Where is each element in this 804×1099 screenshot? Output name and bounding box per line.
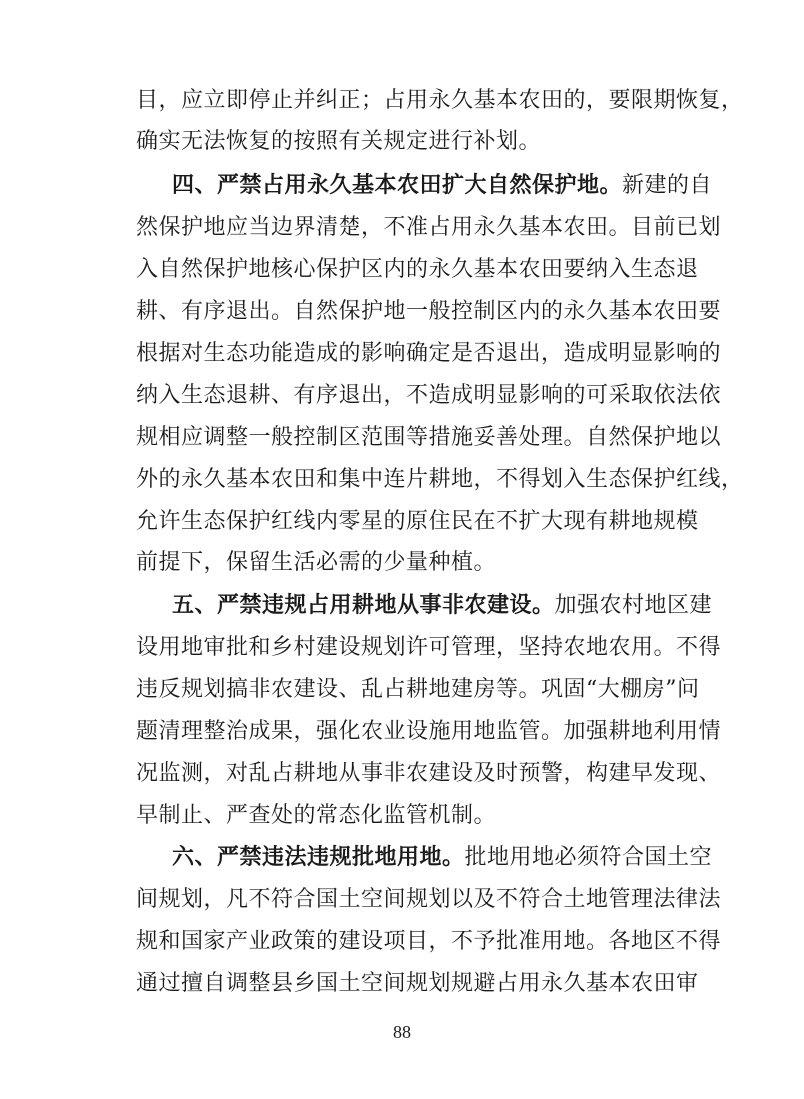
text-line: 规相应调整一般控制区范围等措施妥善处理。自然保护地以 — [136, 425, 722, 450]
text-line: 间规划，凡不符合国土空间规划以及不符合土地管理法律法 — [136, 887, 722, 912]
text-line: 入自然保护地核心保护区内的永久基本农田要纳入生态退 — [136, 257, 699, 282]
section-six-first-line — [172, 838, 713, 878]
section-four-heading: 四、严禁占用永久基本农田扩大自然保护地。 — [172, 173, 623, 198]
text-line: 目，应立即停止并纠正；占用永久基本农田的，要限期恢复， — [136, 88, 744, 113]
section-six-heading: 六、严禁违法违规批地用地。 — [172, 845, 465, 870]
text-line: 纳入生态退耕、有序退出，不造成明显影响的可采取依法依 — [136, 383, 722, 408]
text-line: 早制止、严查处的常态化监管机制。 — [136, 803, 497, 828]
text-line: 题清理整治成果，强化农业设施用地监管。加强耕地利用情 — [136, 719, 722, 744]
text-line: 根据对生态功能造成的影响确定是否退出，造成明显影响的 — [136, 341, 722, 366]
text-line: 外的永久基本农田和集中连片耕地，不得划入生态保护红线， — [136, 467, 744, 492]
text-line: 确实无法恢复的按照有关规定进行补划。 — [136, 129, 542, 154]
text-line: 前提下，保留生活必需的少量种植。 — [136, 550, 497, 575]
text-line: 耕、有序退出。自然保护地一般控制区内的永久基本农田要 — [136, 299, 722, 324]
text-line: 违反规划搞非农建设、乱占耕地建房等。巩固“大棚房”问 — [136, 677, 700, 702]
page-number: 88 — [393, 1022, 411, 1042]
text-line: 通过擅自调整县乡国土空间规划规避占用永久基本农田审 — [136, 971, 699, 996]
text-line: 允许生态保护红线内零星的原住民在不扩大现有耕地规模 — [136, 509, 699, 534]
section-five-heading: 五、严禁违规占用耕地从事非农建设。 — [172, 593, 555, 618]
section-five-first-line — [172, 586, 713, 626]
text-span: 新建的自 — [622, 173, 713, 198]
section-four-first-line — [172, 166, 713, 206]
text-span: 加强农村地区建 — [554, 593, 713, 618]
text-line: 设用地审批和乡村建设规划许可管理，坚持农地农用。不得 — [136, 635, 722, 660]
text-line: 规和国家产业政策的建设项目，不予批准用地。各地区不得 — [136, 929, 722, 954]
text-line: 然保护地应当边界清楚，不准占用永久基本农田。目前已划 — [136, 215, 722, 240]
text-span: 批地用地必须符合国土空 — [464, 845, 713, 870]
text-line: 况监测，对乱占耕地从事非农建设及时预警，构建早发现、 — [136, 761, 722, 786]
